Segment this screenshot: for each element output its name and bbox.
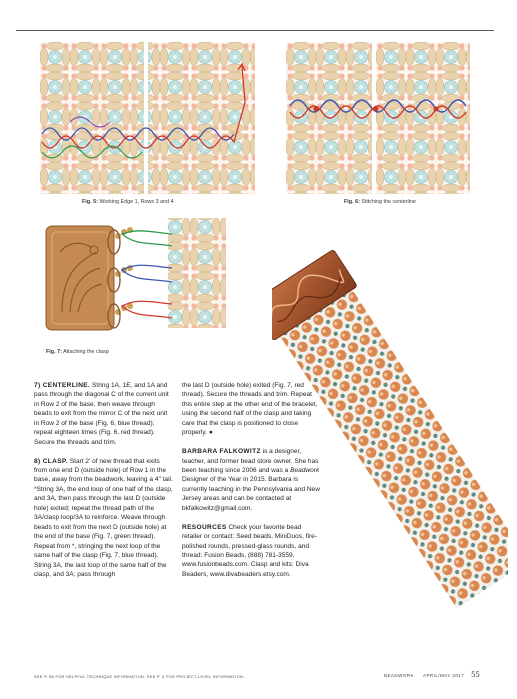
step-8-continued-text: the last D (outside hole) exited (Fig. 7, red thread). Secure the threads and trim. Repeat this entire step at the other end of the bracelet, using the second half of the clasp and taking care that the clasp is positioned to close properly. — [182, 382, 318, 437]
fig5-caption — [82, 199, 174, 205]
bio-text-1: is a designer, teacher, and former bead store owner. She has been teaching since 2006 and was a — [182, 448, 319, 475]
fig6-illustration — [286, 42, 470, 194]
top-rule — [16, 30, 494, 31]
step-7-centerline — [34, 381, 174, 447]
fig7-label: Fig. 7: — [46, 349, 62, 355]
footer-note: SEE P. 85 FOR HELPFUL TECHNIQUE INFORMATION. SEE P. 3 FOR PROJECT-LEVEL INFORMATION. — [34, 674, 245, 679]
column-1 — [34, 381, 174, 589]
fig7-caption — [46, 349, 109, 355]
author-bio — [182, 447, 322, 513]
column-2 — [182, 381, 322, 589]
fig5-text: Working Edge 1, Rows 3 and 4 — [97, 199, 174, 205]
fig7-illustration — [40, 212, 226, 340]
step-8-heading: 8) CLASP. — [34, 457, 68, 465]
footer-folio — [384, 670, 480, 679]
fig5-label: Fig. 5: — [82, 199, 98, 205]
bio-text-2: Designer of the Year in 2015. Barbara is currently teaching in the Pennsylvania and New Jersey areas and can be contacted at bkfalkowitz@gmail.com. — [182, 476, 320, 512]
step-7-heading: 7) CENTERLINE. — [34, 382, 91, 389]
fig6-caption — [344, 199, 416, 205]
page-number: 55 — [471, 670, 480, 679]
author-name: BARBARA FALKOWITZ — [182, 448, 261, 456]
step-8-text: Start 2' of new thread that exits from one end D (outside hole) of Row 1 in the base, away from the beadwork, leaving a 4" tail. *String 3A, the end loop of one half of the clasp, and 3A, then pass through the last D (outside hole) exited; repeat the thread path of the 3A/clasp loop/3A to reinforce. Weave through beads to exit from the next D (outside hole) at the end of the base (Fig. 7, green thread). Repeat from *, stringing the next loop of the same half of the clasp (Fig. 7, blue thread). String 3A, the last loop of the same half of the clasp, and 3A; pass through — [34, 457, 173, 578]
step-7-text: String 1A, 1E, and 1A and pass through the diagonal C of the current unit in Row 2 of the base, then weave through beads to exit from the mirror C of the next unit in Row 2 of the base (Fig. 6, blue thread); repeat eighteen times (Fig. 6, red thread). Secure the threads and trim. — [34, 382, 169, 446]
fig6-text: Stitching the centerline — [359, 199, 416, 205]
footer-issue: APRIL/MAY 2017 — [423, 673, 465, 678]
step-8-clasp — [34, 457, 174, 580]
fig7-text: Attaching the clasp — [61, 349, 109, 355]
resources-text: Check your favorite bead retailer or contact: Seed beads, MiniDuos, fire-polished rounds, pressed-glass rounds, and thread: Fusion Beads, (888) 781-3559, www.fusionbeads.com. Clasp and kits: Diva Beaders, www.divabeaders.etsy.com. — [182, 523, 318, 578]
step-8-continued — [182, 381, 322, 438]
fig5-illustration — [40, 42, 255, 194]
resources-heading: RESOURCES — [182, 523, 227, 531]
footer-magazine: BEADWORK — [384, 673, 414, 678]
fig6-label: Fig. 6: — [344, 199, 360, 205]
magazine-name: Beadwork — [290, 467, 320, 475]
resources — [182, 523, 322, 580]
end-mark: ● — [207, 429, 213, 437]
